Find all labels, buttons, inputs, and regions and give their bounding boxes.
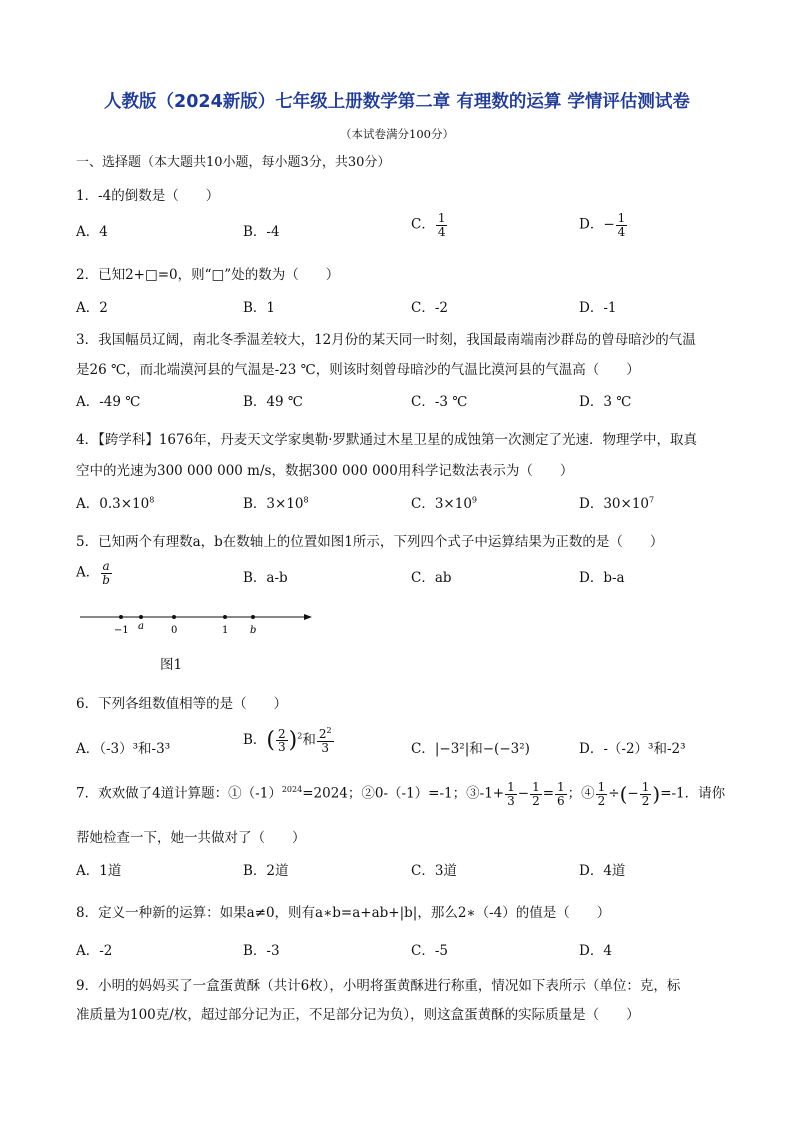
q5-option-b: B．a-b [243, 570, 288, 586]
q7-option-d: D．4道 [579, 863, 626, 879]
tick-one [223, 615, 227, 619]
q1-option-d: D．− $\frac{1}{4}$ [579, 211, 626, 239]
q8-option-a: A．-2 [76, 943, 113, 959]
point-a [139, 615, 143, 619]
q4-option-a: A．$0.3\times 10^8$ [76, 495, 155, 512]
q4-option-b: B．$3\times 10^8$ [243, 495, 309, 512]
q2-option-d: D．-1 [579, 300, 617, 316]
question-9-line1: 9．小明的妈妈买了一盒蛋黄酥（共计6枚），小明将蛋黄酥进行称重，情况如下表所示（单位：克，标 [76, 978, 681, 994]
question-3-line1: 3．我国幅员辽阔，南北冬季温差较大，12月份的某天同一时刻，我国最南端南沙群岛的曾母暗沙的气温 [76, 332, 696, 348]
q6-option-c: C．|−3²|和−(−3²) [411, 741, 530, 757]
q1-option-c: C． $\frac{1}{4}$ [411, 211, 446, 239]
label-one: 1 [222, 625, 229, 636]
q3-option-a: A．-49 ℃ [76, 394, 141, 410]
question-5: 5．已知两个有理数a，b在数轴上的位置如图1所示，下列四个式子中运算结果为正数的是（ ） [76, 534, 664, 550]
q7-option-c: C．3道 [411, 863, 457, 879]
number-line-figure [74, 605, 324, 645]
q3-option-b: B．49 ℃ [243, 394, 303, 410]
tick-minus-one [119, 615, 123, 619]
label-b: b [250, 625, 257, 636]
q5-option-c: C．ab [411, 570, 452, 586]
q6-option-b: B．( $\frac{2}{3}$ )$^2$和 $\frac{2^2}{3}$ [243, 726, 332, 755]
q2-option-a: A．2 [76, 300, 108, 316]
question-9-line2: 准质量为100克/枚，超过部分记为正，不足部分记为负），则这盒蛋黄酥的实际质量是（ ） [76, 1007, 640, 1023]
label-minus-one: −1 [114, 625, 129, 636]
q2-option-b: B．1 [243, 300, 276, 316]
figure-caption: 图1 [160, 657, 183, 673]
question-2: 2．已知2+□=0，则“□”处的数为（ ） [76, 267, 340, 283]
question-4-line2: 空中的光速为300 000 000 m/s，数据300 000 000用科学记数法表示为（ ） [76, 463, 574, 479]
question-3-line2: 是26 ℃，而北端漠河县的气温是-23 ℃，则该时刻曾母暗沙的气温比漠河县的气温高（ ） [76, 362, 640, 378]
q8-option-b: B．-3 [243, 943, 280, 959]
q1-option-b: B．-4 [243, 224, 280, 240]
question-1: 1．-4的倒数是（ ） [76, 188, 220, 204]
tick-zero [172, 615, 176, 619]
question-7-line1: 7．欢欢做了4道计算题：$①(-1)^{2024}=2024$；②0-（-1）=-1；③-1+ $\frac{1}{3}$ − $\frac{1}{2}$ = $\frac{1}{6}$ ；④ $\frac{1}{2}$ ÷(− $\frac{1}{2}$ )=-1．请你 [76, 780, 726, 808]
score-note: （本试卷满分100分） [340, 127, 454, 141]
section-heading: 一、选择题（本大题共10小题，每小题3分，共30分） [76, 155, 391, 170]
q8-option-d: D．4 [579, 943, 612, 959]
q5-option-a: A． $\frac{a}{b}$ [76, 559, 110, 587]
page-title: 人教版（2024新版）七年级上册数学第二章 有理数的运算 学情评估测试卷 [104, 92, 690, 112]
q4-option-c: C．$3\times 10^9$ [411, 495, 478, 512]
q4-option-d: D．$30\times 10^7$ [579, 495, 655, 512]
label-zero: 0 [171, 625, 178, 636]
question-7-line2: 帮她检查一下，她一共做对了（ ） [76, 830, 306, 846]
q6-option-a: A．（-3）³和-3³ [76, 741, 171, 757]
q7-option-a: A．1道 [76, 863, 122, 879]
q5-option-d: D．b-a [579, 570, 625, 586]
q6-option-d: D．-（-2）³和-2³ [579, 741, 686, 757]
question-4-line1: 4．【跨学科】1676年，丹麦天文学家奥勒·罗默通过木星卫星的成蚀第一次测定了光速．物理学中，取真 [76, 432, 697, 448]
label-a: a [138, 621, 144, 632]
q7-option-b: B．2道 [243, 863, 289, 879]
question-6: 6．下列各组数值相等的是（ ） [76, 696, 288, 712]
point-b [251, 615, 255, 619]
q3-option-c: C．-3 ℃ [411, 394, 468, 410]
number-line-arrow [304, 614, 312, 620]
q2-option-c: C．-2 [411, 300, 448, 316]
q3-option-d: D．3 ℃ [579, 394, 632, 410]
question-8: 8．定义一种新的运算：如果a≠0，则有a∗b=a+ab+|b|，那么2∗（-4）的值是（ ） [76, 905, 611, 921]
q8-option-c: C．-5 [411, 943, 448, 959]
q1-option-a: A．4 [76, 224, 108, 240]
